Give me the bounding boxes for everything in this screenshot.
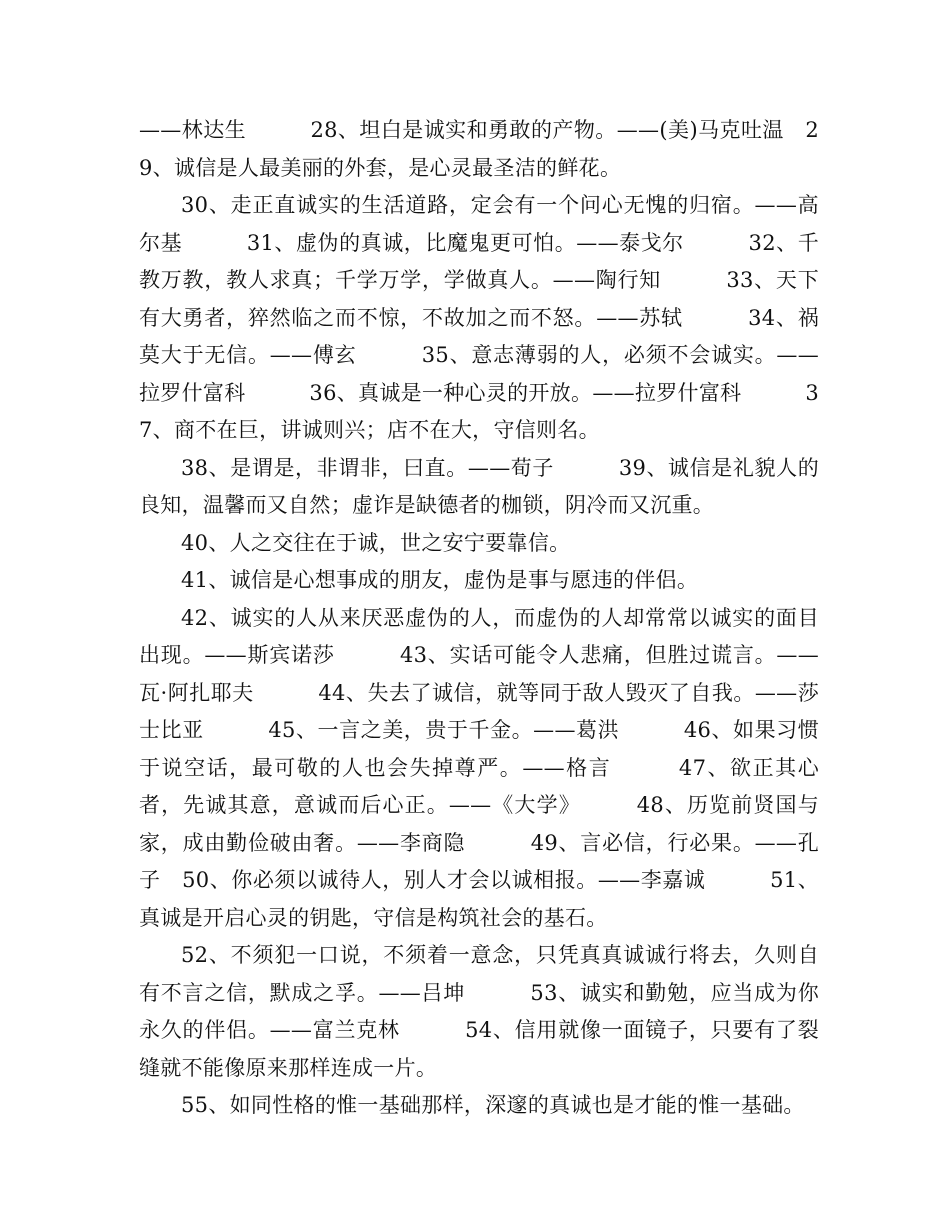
paragraph-3: 38、是谓是，非谓非，曰直。——荀子 39、诚信是礼貌人的良知，温馨而又自然；虚诈是缺德者的枷锁，阴冷而又沉重。 [139, 455, 819, 517]
paragraph-6: 42、诚实的人从来厌恶虚伪的人，而虚伪的人却常常以诚实的面目出现。——斯宾诺莎 43、实话可能令人悲痛，但胜过谎言。——瓦·阿扎耶夫 44、失去了诚信，就等同于敌人毁灭了自我。——莎士比亚 45、一言之美，贵于千金。——葛洪 46、如果习惯于说空话，最可敬的人也会失掉尊严。——格言 47、欲正其心者，先诚其意，意诚而后心正。——《大学》 48、历览前贤国与家，成由勤俭破由奢。——李商隐 49、言必信，行必果。——孔子 50、你必须以诚待人，别人才会以诚相报。——李嘉诚 51、真诚是开启心灵的钥匙，守信是构筑社会的基石。 [139, 605, 819, 930]
document-body [139, 112, 819, 1125]
paragraph-2: 30、走正直诚实的生活道路，定会有一个问心无愧的归宿。——高尔基 31、虚伪的真诚，比魔鬼更可怕。——泰戈尔 32、千教万教，教人求真；千学万学，学做真人。——陶行知 33、天下有大勇者，猝然临之而不惊，不故加之而不怒。——苏轼 34、祸莫大于无信。——傅玄 35、意志薄弱的人，必须不会诚实。——拉罗什富科 36、真诚是一种心灵的开放。——拉罗什富科 37、商不在巨，讲诚则兴；店不在大，守信则名。 [139, 193, 819, 442]
paragraph-8: 55、如同性格的惟一基础那样，深邃的真诚也是才能的惟一基础。 [181, 1093, 805, 1117]
paragraph-7: 52、不须犯一口说，不须着一意念，只凭真真诚诚行将去，久则自有不言之信，默成之孚。——吕坤 53、诚实和勤勉，应当成为你永久的伴侣。——富兰克林 54、信用就像一面镜子，只要有了裂缝就不能像原来那样连成一片。 [139, 943, 819, 1080]
paragraph-1: ——林达生 28、坦白是诚实和勇敢的产物。——(美)马克吐温 29、诚信是人最美丽的外套，是心灵最圣洁的鲜花。 [139, 118, 819, 180]
paragraph-5: 41、诚信是心想事成的朋友，虚伪是事与愿违的伴侣。 [181, 568, 699, 592]
paragraph-4: 40、人之交往在于诚，世之安宁要靠信。 [181, 530, 571, 555]
